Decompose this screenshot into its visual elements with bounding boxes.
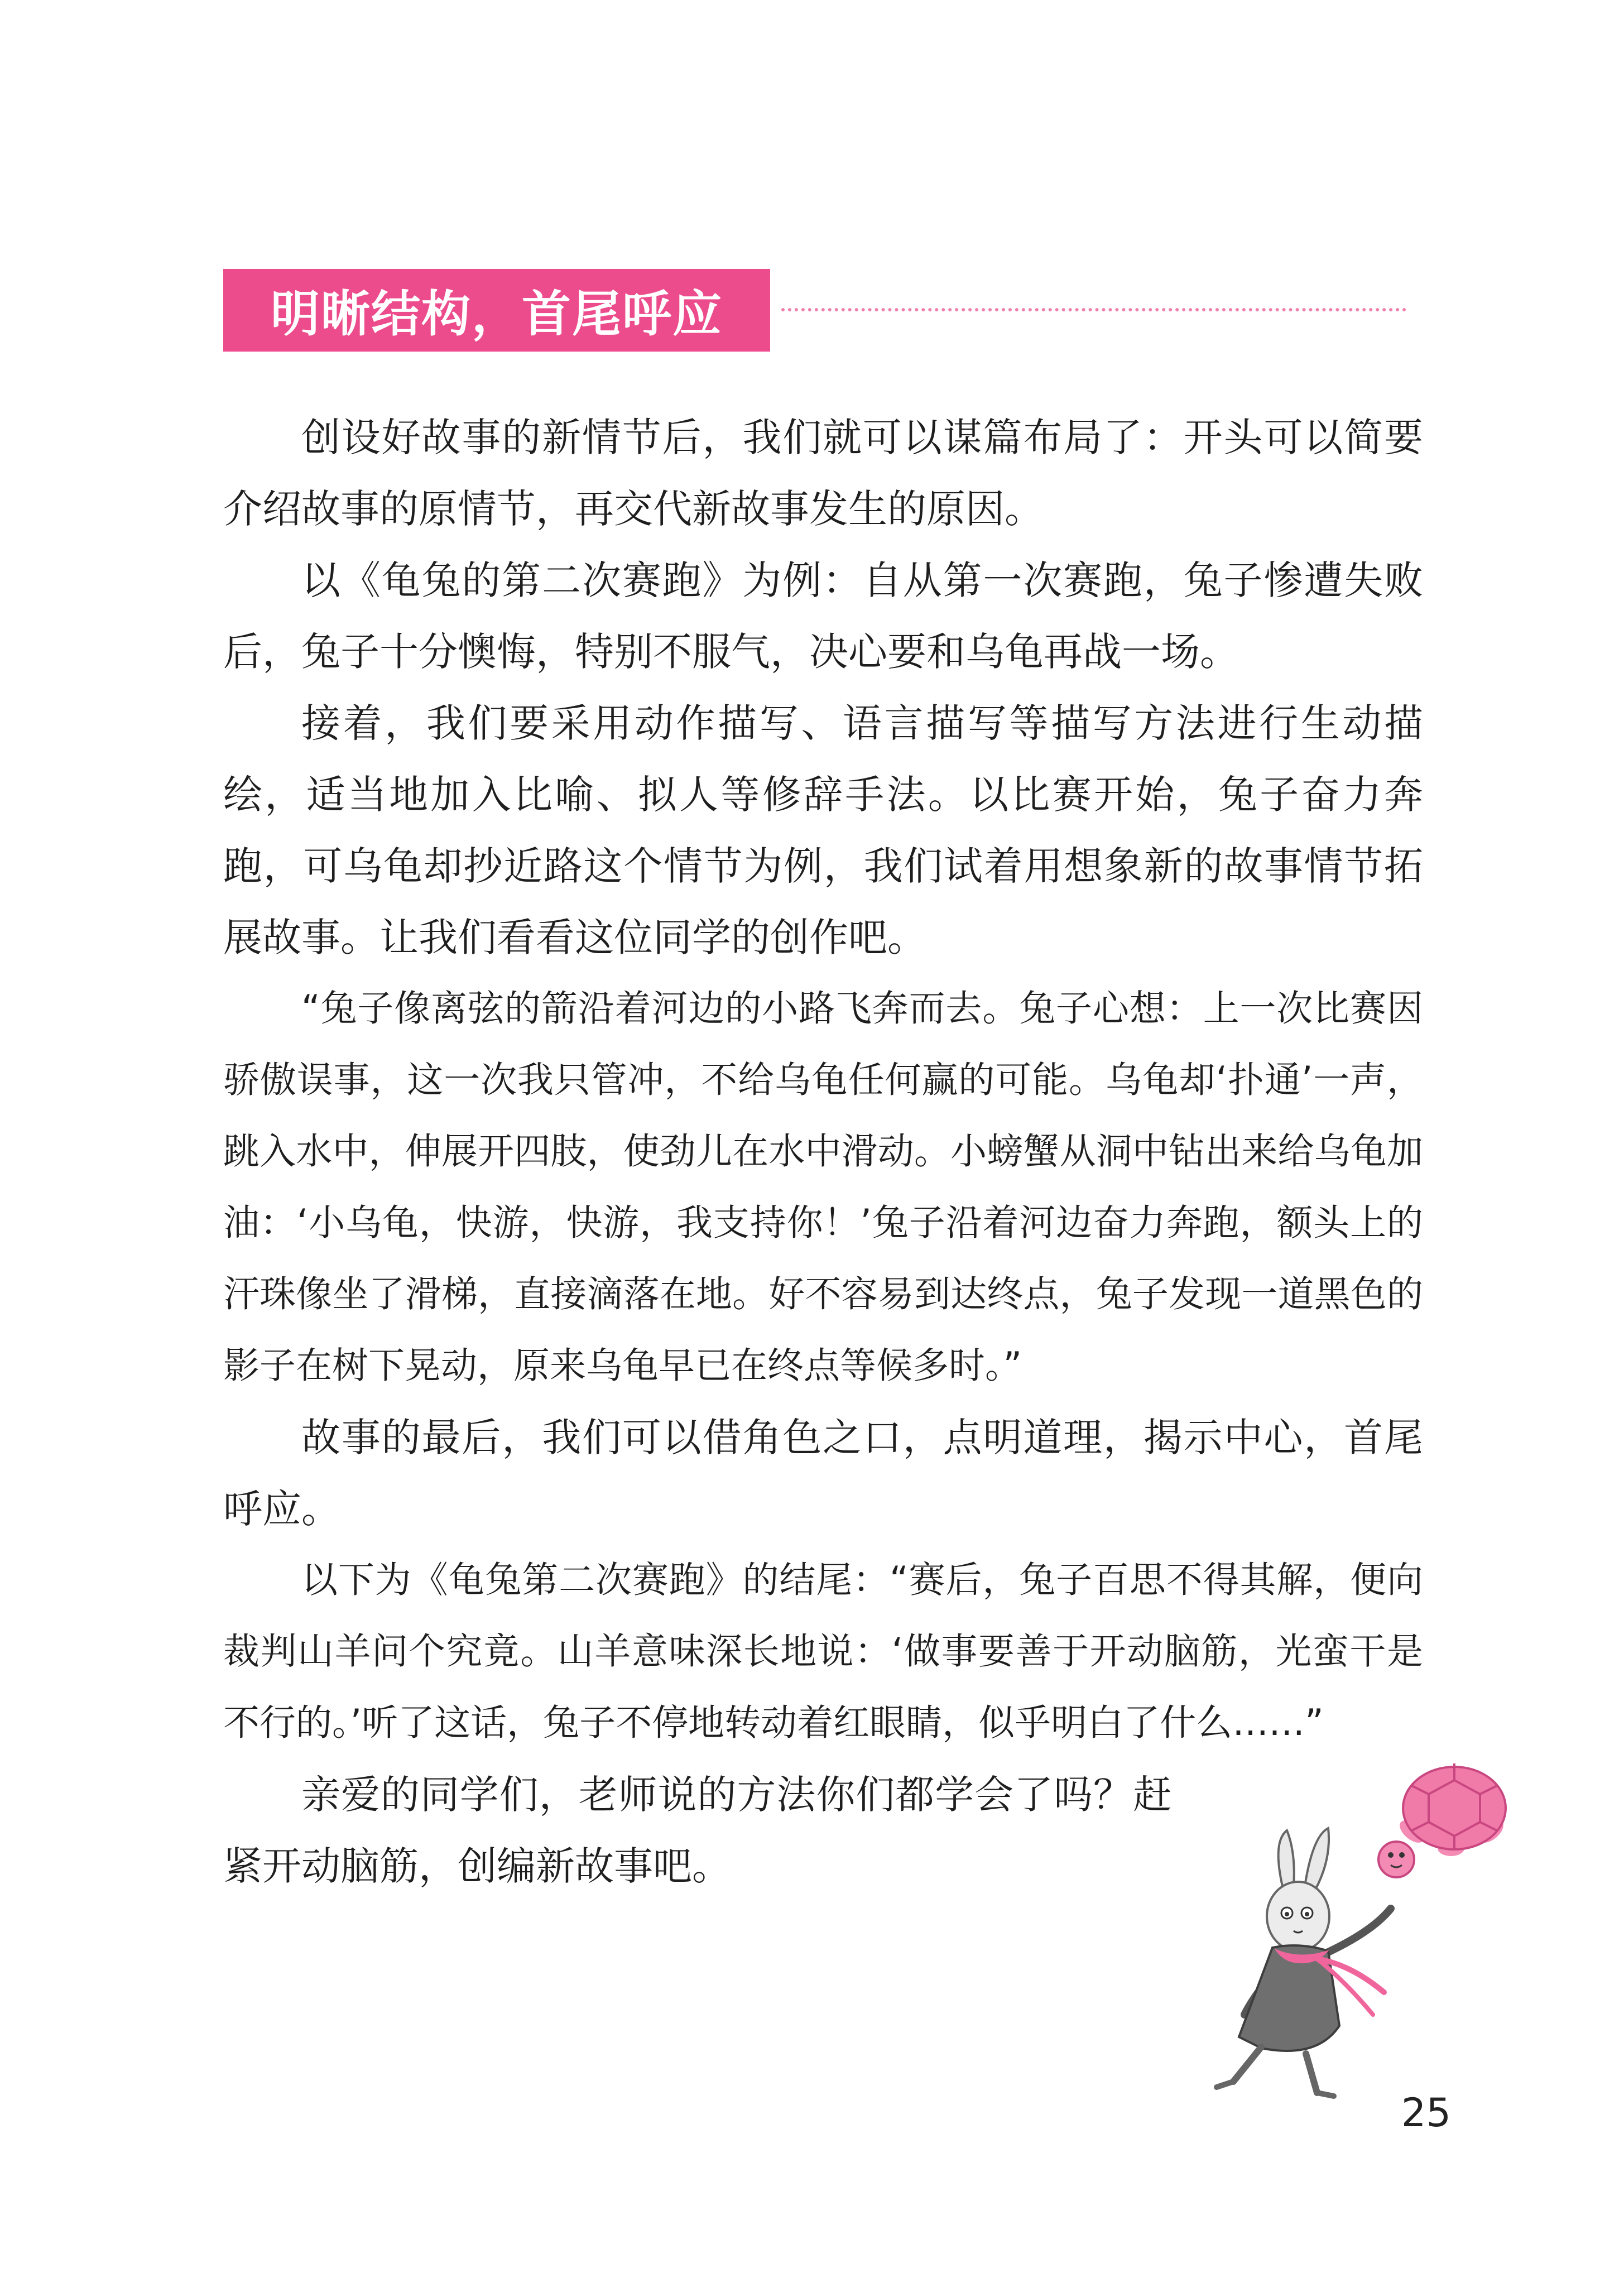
turtle-icon [1378, 1763, 1507, 1877]
paragraph-example: 以《龟兔的第二次赛跑》为例：自从第一次赛跑，兔子惨遭失败后，兔子十分懊悔，特别不服气，决心要和乌龟再战一场。 [223, 558, 1423, 675]
rabbit-turtle-illustration [1150, 1702, 1551, 2126]
section-title: 明晰结构，首尾呼应 [270, 285, 723, 343]
paragraph-ending-quote: 以下为《龟兔第二次赛跑》的结尾：“赛后，兔子百思不得其解，便向裁判山羊问个究竟。山羊意味深长地说：‘做事要善于开动脑筋，光蛮干是不行的。’听了这话，兔子不停地转动着红眼睛，似乎明白了什么……” [223, 1559, 1423, 1744]
paragraph-method: 接着，我们要采用动作描写、语言描写等描写方法进行生动描绘，适当地加入比喻、拟人等修辞手法。以比赛开始，兔子奋力奔跑，可乌龟却抄近路这个情节为例，我们试着用想象新的故事情节拓展故事。让我们看看这位同学的创作吧。 [223, 700, 1423, 960]
paragraph-closing: 亲爱的同学们，老师说的方法你们都学会了吗？赶紧开动脑筋，创编新故事吧。 [223, 1772, 1172, 1889]
section-title-box [223, 269, 770, 352]
body-text [223, 402, 1423, 1902]
section-header [223, 269, 1406, 352]
paragraph-student-quote: “兔子像离弦的箭沿着河边的小路飞奔而去。兔子心想：上一次比赛因骄傲误事，这一次我只管冲，不给乌龟任何赢的可能。乌龟却‘扑通’一声，跳入水中，伸展开四肢，使劲儿在水中滑动。小螃蟹从洞中钻出来给乌龟加油：‘小乌龟，快游，快游，我支持你！’兔子沿着河边奋力奔跑，额头上的汗珠像坐了滑梯，直接滴落在地。好不容易到达终点，兔子发现一道黑色的影子在树下晃动，原来乌龟早已在终点等候多时。” [223, 988, 1423, 1387]
paragraph-intro: 创设好故事的新情节后，我们就可以谋篇布局了：开头可以简要介绍故事的原情节，再交代新故事发生的原因。 [223, 415, 1423, 532]
paragraph-ending: 故事的最后，我们可以借角色之口，点明道理，揭示中心，首尾呼应。 [223, 1415, 1423, 1532]
page-number: 25 [1401, 2090, 1451, 2136]
title-dotted-line [781, 308, 1406, 311]
rabbit-icon [1217, 1828, 1391, 2096]
